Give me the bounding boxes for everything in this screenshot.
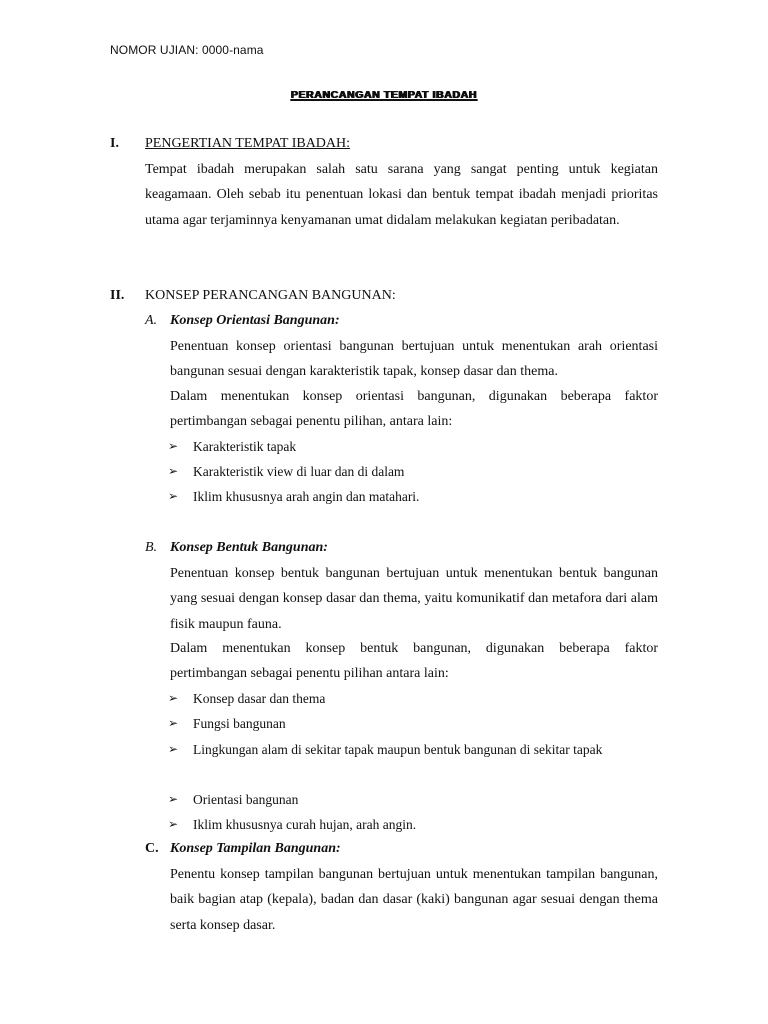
arrowhead-bullet-icon: ➢: [168, 817, 179, 831]
list-item-text: Iklim khususnya curah hujan, arah angin.: [193, 817, 417, 832]
document-title-text: PERANCANGAN TEMPAT IBADAH: [290, 89, 478, 101]
subsection-a-paragraph-2: Dalam menentukan konsep orientasi bangunan, digunakan beberapa faktor pertimbangan sebagai penentu pilihan, antara lain:: [170, 389, 658, 430]
subsection-c-title: Konsep Tampilan Bangunan:: [170, 841, 341, 856]
section-2-title: KONSEP PERANCANGAN BANGUNAN:: [145, 288, 396, 303]
list-item-text: Fungsi bangunan: [193, 716, 286, 731]
subsection-a-title: Konsep Orientasi Bangunan:: [170, 313, 340, 328]
arrowhead-bullet-icon: ➢: [168, 792, 179, 806]
subsection-a-paragraph-1: Penentuan konsep orientasi bangunan bertujuan untuk menentukan arah orientasi bangunan sesuai dengan karakteristik tapak, konsep dasar dan thema.: [170, 339, 658, 380]
exam-number-header: NOMOR UJIAN: 0000-nama: [110, 43, 264, 57]
arrowhead-bullet-icon: ➢: [168, 464, 179, 478]
list-item-text: Iklim khususnya arah angin dan matahari.: [193, 489, 420, 504]
arrowhead-bullet-icon: ➢: [168, 691, 179, 705]
section-2-numeral: II.: [110, 288, 125, 303]
list-item: [168, 686, 658, 711]
list-item: [168, 737, 658, 762]
list-item: [168, 812, 658, 837]
arrowhead-bullet-icon: ➢: [168, 716, 179, 730]
list-item-text: Karakteristik tapak: [193, 439, 297, 454]
list-item: [168, 484, 658, 509]
list-item: [168, 459, 658, 484]
subsection-a-letter: A.: [145, 313, 158, 328]
list-item: [168, 787, 658, 812]
section-1-paragraph: Tempat ibadah merupakan salah satu sarana yang sangat penting untuk kegiatan keagamaan. Oleh sebab itu penentuan lokasi dan bentuk tempat ibadah menjadi prioritas utama agar terjaminnya kenyamanan umat didalam melakukan kegiatan peribadatan.: [145, 162, 658, 228]
arrowhead-bullet-icon: ➢: [168, 489, 179, 503]
section-1-numeral: I.: [110, 136, 119, 151]
subsection-c-paragraph-1: Penentu konsep tampilan bangunan bertujuan untuk menentukan tampilan bangunan, baik bagian atap (kepala), badan dan dasar (kaki) bangunan agar sesuai dengan thema serta konsep dasar.: [170, 867, 658, 933]
list-item-text: Konsep dasar dan thema: [193, 691, 326, 706]
subsection-b-letter: B.: [145, 540, 158, 555]
section-1-title: PENGERTIAN TEMPAT IBADAH:: [145, 136, 351, 151]
subsection-c-letter: C.: [145, 841, 159, 856]
arrowhead-bullet-icon: ➢: [168, 439, 179, 453]
subsection-b-title: Konsep Bentuk Bangunan:: [170, 540, 328, 555]
list-item-text: Orientasi bangunan: [193, 792, 299, 807]
list-item-text: Karakteristik view di luar dan di dalam: [193, 464, 405, 479]
document-title: [0, 85, 768, 103]
list-item: [168, 711, 658, 736]
subsection-b-paragraph-2: Dalam menentukan konsep bentuk bangunan, digunakan beberapa faktor pertimbangan sebagai penentu pilihan antara lain:: [170, 641, 658, 682]
subsection-b-paragraph-1: Penentuan konsep bentuk bangunan bertujuan untuk menentukan bentuk bangunan yang sesuai dengan konsep dasar dan thema, yaitu komunikatif dan metafora dari alam fisik maupun fauna.: [170, 566, 658, 632]
list-item-text: Lingkungan alam di sekitar tapak maupun bentuk bangunan di sekitar tapak: [193, 742, 603, 757]
arrowhead-bullet-icon: ➢: [168, 742, 179, 756]
list-item: [168, 434, 658, 459]
